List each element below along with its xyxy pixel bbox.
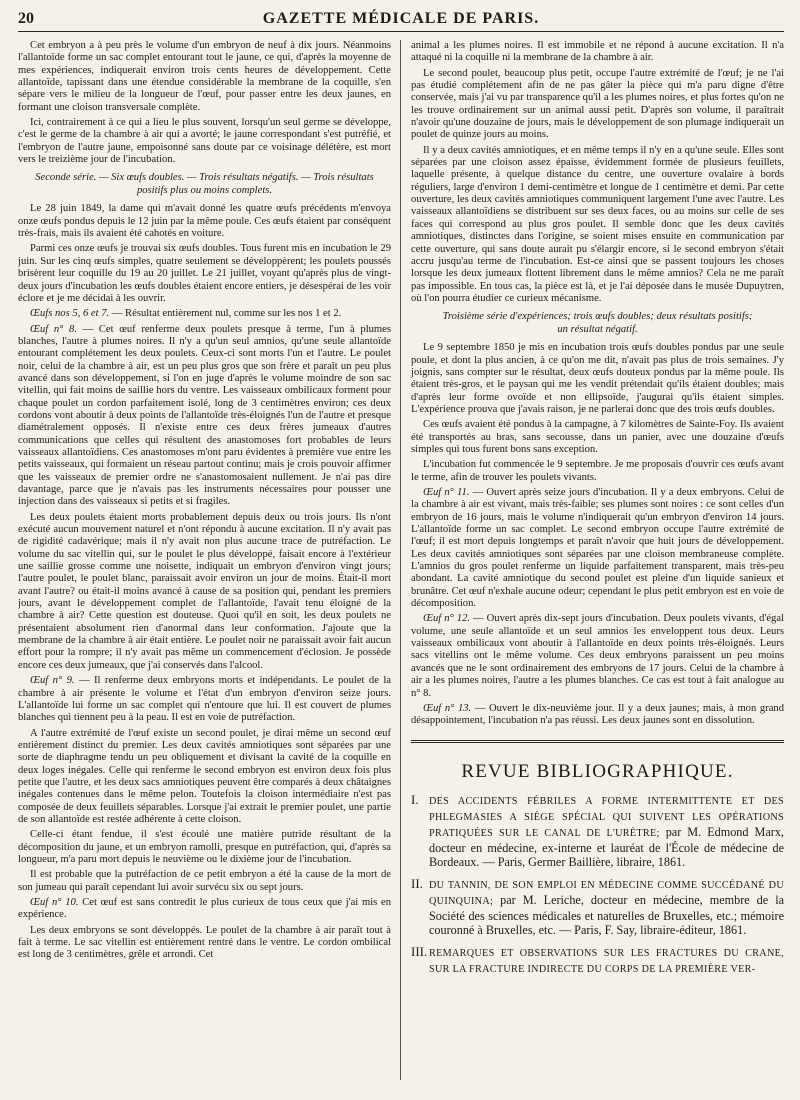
entry-title: REMARQUES ET OBSERVATIONS SUR LES FRACTURES DU CRANE, SUR LA FRACTURE INDIRECTE DU CORPS DE LA PREMIÈRE VER- [429, 947, 784, 975]
series-subheading [18, 172, 391, 197]
paragraph: Il est probable que la putréfaction de ce petit embryon a été la cause de la mort de son jumeau qui paraît cependant lui avoir survécu six ou sept jours. [18, 869, 391, 893]
entry-number: III. [411, 943, 428, 959]
egg-label: Œuf n° 12. [423, 613, 471, 625]
egg-text: — Ouvert le dix-neuvième jour. Il y a deux jaunes; mais, à mon grand désappointement, l'incubation n'a pas réussi. Les deux jaunes sont en dissolution. [411, 702, 784, 727]
egg-label: Œufs nos 5, 6 et 7. [30, 308, 110, 320]
paragraph: animal a les plumes noires. Il est immobile et ne répond à aucune excitation. Il n'a attaqué ni la coquille ni la membrane de la chambre à air. [411, 40, 784, 64]
egg-text: — Cet œuf renferme deux poulets presque à terme, l'un à plumes blanches, l'autre à plumes noires. Il n'y a qu'un seul amnios, qu'une seule allantoïde entourant complétement les deux poulets. Ceux-ci sont morts l'un et l'autre. Le poulet noir, celui de la chambre à air, est un peu plus gros que son frère et paraît un peu plus avancé dans son développement, si l'on en juge d'après le volume moindre de son sac vitellin, qui fait moins de saillie hors du ventre. Les vaisseaux ombilicaux forment pour chaque poulet un cordon parfaitement isolé, long de 3 centimètres environ; ces deux cordons vont aboutir à deux points de l'allantoïde très-éloignés l'un de l'autre et presque diamétralement opposés. Il n'existe entre ces deux frères jumeaux d'autres communications que celles qui résultent des anastomoses fort probables de leurs vaisseaux allantoïdiens. Ces anastomoses m'ont paru évidentes à première vue entre les petits vaisseaux, qui formaient un réseau partout continu; mais je crois pouvoir affirmer que les vaisseaux de premier ordre ne s'anastomosaient nullement. Je n'ai pas dire davantage, parce que je n'avais pas les instruments nécessaires pour pousser une injection dans des vaisseaux si petits et si fragiles. [18, 323, 391, 508]
egg-text: — Il renferme deux embryons morts et indépendants. Le poulet de la chambre à air présente le volume et l'état d'un embryon d'environ seize jours. L'allantoïde lui forme un sac complet qui n'entoure que lui. Il est couvert de plumes blanches qui tiennent peu à la peau. Il est en voie de putréfaction. [18, 675, 391, 724]
entry-details: par M. Edmond Marx, docteur en médecine, ex-interne et lauréat de l'École de médecine de Bordeaux. — Paris, Germer Baillière, libraire, 1861. [429, 824, 784, 869]
egg-label: Œuf n° 13. [423, 702, 472, 714]
series-subheading [411, 311, 784, 336]
right-column [401, 40, 784, 1080]
subheading-line: Seconde série. — Six œufs doubles. — Trois résultats négatifs. — Trois résultats [35, 172, 374, 184]
egg-text: Cet œuf est sans contredit le plus curieux de tous ceux que j'ai mis en expérience. [18, 897, 392, 921]
left-column [18, 40, 401, 1080]
subheading-line: un résultat négatif. [557, 323, 638, 335]
paragraph: Il y a deux cavités amniotiques, et en même temps il n'y en a qu'une seule. Elles sont séparées par une cloison assez épaisse, évidemment formée de plusieurs feuillets, laquelle présente, à quelque distance du centre, une ouverture ovalaire à bords réguliers, large d'environ 1 demi-centimètre et longue de 1 centimètre et demi. Par cette ouverture, les deux cavités amniotiques communiquent largement l'une avec l'autre. Les vaisseaux allantoïdiens se distribuent sur ses deux faces, ou au moins sur celle de ses faces qui correspond au plus gros poulet. Il semble donc que les deux cavités amniotiques, distinctes dans l'origine, se soient mises ensuite en communication par cette ouverture, qui sans doute aurait pu s'élargir encore, si le second embryon s'était accru jusqu'au terme de l'incubation. Est-ce ainsi que se passent toujours les choses lorsque les deux jumeaux flottent librement dans le même amnios? Cela ne me paraît pas impossible. En tous cas, la pièce est là, et je l'ai déposée dans le musée Dupuytren, où l'on pourra étudier ce curieux mécanisme. [411, 144, 784, 304]
paragraph: Le 9 septembre 1850 je mis en incubation trois œufs doubles pondus par une seule poule, et dont la plus ancien, à ce qu'on me dit, n'avait pas plus de trois semaines. J'y joignis, sans compter sur le résultat, deux œufs douteux pondus par la même poule. Ils étaient très-gros, et le paysan qui me les vendit prétendait qu'ils étaient doubles; mais d'après leur forme ovoïde et non ellipsoïde, j'augurai qu'ils étaient simples. L'expérience prouva que j'avais raison, je ne parlerai donc que des trois œufs doubles. [411, 342, 784, 415]
egg-label: Œuf n° 9. [30, 675, 75, 687]
egg-text: — Ouvert après dix-sept jours d'incubation. Deux poulets vivants, d'égal volume, une seule allantoïde et un seul amnios les enveloppent tous deux. Leurs vaisseaux ombilicaux vont aboutir à l'allantoïde en deux points très-éloignés. Leurs sacs vitellins ont le même volume. Ces deux embryons paraissent un peu moins avancés que ne le sont ordinairement des embryons de 17 jours. Celui de la chambre à air a les plumes noires, l'autre a les plumes blanches. Ce cas est tout à fait analogue au n° 8. [411, 613, 784, 699]
subheading-line: positifs plus ou moins complets. [136, 184, 273, 196]
entry-title: DU TANNIN, DE SON EMPLOI EN MÉDECINE COMME SUCCÉDANÉ DU QUINQUINA; [429, 879, 784, 907]
egg-text: — Résultat entièrement nul, comme sur les nos 1 et 2. [109, 308, 342, 320]
paragraph: Ici, contrairement à ce qui a lieu le plus souvent, lorsqu'un seul germe se développe, c'est le germe de la chambre à air qui a avorté; le jaune correspondant s'est putréfié, et l'embryon de l'autre jaune, empoisonné sans doute par ce voisinage délétère, est mort vers le treizième jour de l'incubation. [18, 117, 391, 166]
egg-text: — Ouvert après seize jours d'incubation. Il y a deux embryons. Celui de la chambre à air est vivant, mais très-faible; ses plumes sont noires : ce sont celles d'un embryon de 16 jours, mais le volume n'indiquerait qu'un embryon d'environ 14 jours. L'allantoïde forme un sac complet. Le second embryon occupe l'autre extrémité de l'œuf; il est mort depuis longtemps et paraît n'avoir que huit jours de développement. Les deux cavités amniotiques sont séparées par une cloison membraneuse complète. L'amnios du gros poulet renferme un liquide parfaitement transparent, mais très-peu abondant. La cavité amniotique du second poulet est pleine d'un liquide sanieux et brunâtre. Cet œuf n'exhale aucune odeur; cependant le plus petit embryon est en voie de décomposition. [411, 487, 784, 610]
entry-number: I. [411, 791, 419, 807]
egg-label: Œuf n° 11. [423, 487, 470, 498]
bibliography-entry [411, 793, 784, 869]
paragraph: Celle-ci étant fendue, il s'est écoulé une matière putride résultant de la décomposition du jaune, et un embryon ramolli, presque en putréfaction, qui, d'après sa longueur, m'a paru mort depuis le neuvième ou le dixième jour de l'incubation. [18, 829, 391, 865]
egg-entry [18, 324, 391, 509]
paragraph: Le 28 juin 1849, la dame qui m'avait donné les quatre œufs précédents m'envoya onze œufs pondus depuis le 12 juin par la même poule. Ces œufs étaient par conséquent très-frais, mais ils avaient été cahotés en voiture. [18, 203, 391, 240]
bibliography-entry [411, 877, 784, 937]
running-title: GAZETTE MÉDICALE DE PARIS. [262, 10, 540, 27]
entry-text [429, 945, 784, 977]
egg-entry [411, 613, 784, 699]
text-columns [18, 40, 784, 1080]
entry-title: DES ACCIDENTS FÉBRILES A FORME INTERMITTENTE ET DES PHLEGMASIES A SIÉGE SPÉCIAL QUI SUIVENT LES OPÉRATIONS PRATIQUÉES SUR LE CANAL DE L'URÈTRE; [429, 795, 784, 839]
entry-text [429, 877, 784, 937]
section-divider [411, 740, 784, 743]
egg-entry [18, 675, 391, 724]
bibliography-entry [411, 945, 784, 977]
egg-label: Œuf n° 10. [30, 897, 79, 908]
paragraph: Parmi ces onze œufs je trouvai six œufs doubles. Tous furent mis en incubation le 29 juin. Sur les cinq œufs simples, quatre seulement se développèrent; les poulets poussés brisèrent leur coquille du 19 au 20 juillet. Le 21 juillet, voyant qu'après plus de vingt-deux jours d'incubation les œufs doubles étaient encore entiers, je désespérai de les voir éclore et je me décidai à les ouvrir. [18, 243, 391, 304]
entry-text [429, 793, 784, 869]
paragraph: Ces œufs avaient été pondus à la campagne, à 7 kilomètres de Sainte-Foy. Ils avaient été transportés au bras, sans secousse, dans un panier, avec une douzaine d'œufs simples qui tous furent bons sans exception. [411, 419, 784, 455]
egg-label: Œuf n° 8. [30, 323, 77, 335]
entry-details: par M. Leriche, docteur en médecine, membre de la Société des sciences médicales et naturelles de Bruxelles, etc.; mémoire couronné à Bruxelles, etc. — Paris, F. Say, libraire-éditeur, 1861. [429, 892, 784, 937]
paragraph: Les deux poulets étaient morts probablement depuis deux ou trois jours. Ils n'ont exécuté aucun mouvement naturel et n'ont répondu à aucune excitation. Il n'y avait pas de rigidité cadavérique; mais il n'y avait non plus aucune trace de putréfaction. Le volume du sac vitellin qui, sur le poulet le plus développé, faisait encore à l'extérieur une saillie grosse comme une noisette, indiquait un embryon d'environ vingt jours; l'autre poulet, le poulet blanc, paraissait avoir environ un jour de moins. Était-il mort avant l'autre? ou était-il moins avancé à cause de sa position qui, pendant les premiers jours, avant le développement complet de l'allantoïde, l'avait tenu éloigné de la chambre à air? Cette question est douteuse. Quoi qu'il en soit, les deux poulets ne présentaient absolument rien d'anormal dans leur conformation. J'ajoute que la membrane de la chambre à air était entière. Le poulet noir ne paraissait avoir fait aucun effort pour la rompre; il n'y avait pas même un commencement d'éclosion. Je possède encore ces deux jumeaux, que j'ai conservés dans l'alcool. [18, 511, 391, 671]
egg-entry [18, 308, 391, 320]
section-title: REVUE BIBLIOGRAPHIQUE. [461, 760, 734, 782]
paragraph: L'incubation fut commencée le 9 septembre. Je me proposais d'ouvrir ces œufs avant le terme, afin de trouver les poulets vivants. [411, 459, 784, 483]
entry-number: II. [411, 875, 423, 891]
paragraph: Cet embryon a à peu près le volume d'un embryon de neuf à dix jours. Néanmoins l'allantoïde forme un sac complet entourant tout le jaune, ce qui, d'après la moyenne de mes expériences, indiquerait environ trois cents heures de développement. Cette allantoïde, tapissant dans une étendue considérable la membrane de la coquille, s'en sépare vers le milieu de la longueur de l'œuf, pour passer entre les deux jaunes, en formant une cloison transversale complète. [18, 40, 391, 113]
subheading-line: Troisième série d'expériences; trois œufs doubles; deux résultats positifs; [442, 311, 753, 323]
paragraph: A l'autre extrémité de l'œuf existe un second poulet, je dirai même un second œuf entièrement distinct du premier. Les deux cavités amniotiques sont séparées par une sorte de diaphragme tendu un peu obliquement et divisant la cavité de la coquille en deux loges inégales. Celle qui renferme le second embryon est environ deux fois plus petite que l'autre, et les deux sacs amniotiques peuvent être comparés à deux châtaignes inégales contenues dans le même pelon. Toutefois la cloison intermédiaire n'est pas composée de deux feuillets séparables. Lorsque j'ai extrait le premier poulet, une partie de son allantoïde est restée adhérente à cette cloison. [18, 727, 391, 825]
page-header [18, 10, 784, 32]
egg-entry [411, 703, 784, 728]
paragraph: Le second poulet, beaucoup plus petit, occupe l'autre extrémité de l'œuf; je ne l'ai pas étudié complétement afin de ne pas gâter la pièce qui m'a paru digne d'être conservée, mais j'ai vu par transparence qu'il a les plumes noires, et plus fortes qu'on ne les trouve ordinairement sur un animal aussi petit. D'après son volume, il paraîtrait n'avoir qu'une douzaine de jours, mais le développement de son plumage indiquerait un poulet de quinze jours au moins. [411, 67, 784, 141]
egg-entry [18, 897, 391, 922]
egg-entry [411, 487, 784, 610]
page-number: 20 [18, 10, 34, 27]
paragraph: Les deux embryons se sont développés. Le poulet de la chambre à air paraît tout à fait à terme. Le sac vitellin est entièrement rentré dans le ventre. Le cordon ombilical est long de 3 centimètres, grêle et arrondi. Cet [18, 924, 391, 961]
